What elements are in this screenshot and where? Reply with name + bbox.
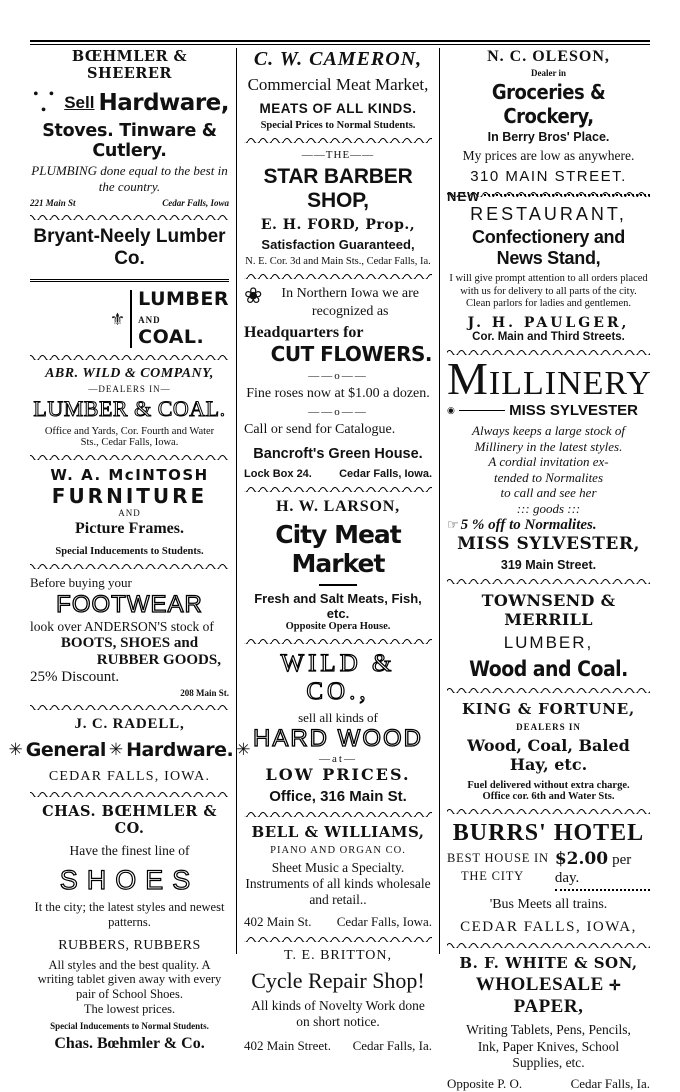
section-divider [244, 809, 432, 818]
section-divider [447, 576, 650, 585]
headquarters-text: Headquarters for [244, 324, 364, 341]
section-divider [30, 212, 229, 221]
body-text-1: Always keeps a large stock of [472, 423, 625, 439]
ad-wa-mcintosh-furniture [30, 466, 229, 557]
fleur-ornament-icon: ⚜ [109, 309, 126, 329]
and-word: AND [118, 508, 141, 519]
furniture-word: FURNITURE [51, 484, 208, 509]
the-label: ——THE—— [301, 149, 375, 161]
lumber-word: LUMBER [138, 288, 229, 311]
city-text: Cedar Falls, Iowa. [339, 468, 432, 480]
small-ornament-icon: ◉ [447, 405, 455, 416]
ad-burrs-hotel [447, 820, 650, 936]
boots-shoes-text: BOOTS, SHOES and [60, 635, 199, 652]
section-divider [244, 135, 432, 144]
sell-hardware-line [30, 87, 229, 119]
ad-headline: STAR BARBER SHOP, [263, 165, 413, 212]
lumber-coal-headline: LUMBER & COAL. [33, 396, 226, 422]
address-text: 319 Main Street. [500, 557, 597, 572]
general-hardware-line [8, 739, 251, 762]
finest-line-text: Have the finest line of [69, 843, 190, 859]
per-day-text: per day. [554, 851, 632, 886]
star-ornament-icon: ✳ [8, 740, 23, 760]
ad-cw-cameron-meat-market [244, 48, 432, 131]
section-divider [30, 789, 229, 798]
ad-townsend-merrill-lumber [447, 591, 650, 681]
ad-headline: W. A. McINTOSH [50, 466, 209, 485]
wood-coal-hay-text: Wood, Coal, Baled Hay, etc. [467, 735, 630, 774]
wood-and-coal-text: Wood and Coal. [469, 656, 628, 681]
berry-bros-text: In Berry Bros' Place. [487, 130, 610, 144]
before-buying-text: Before buying your [30, 575, 132, 591]
address-line-1: Office and Yards, Cor. Fourth and Water [44, 426, 215, 438]
body-text-1: It the city; the latest styles and newest patterns. [34, 900, 225, 929]
body-text-2: All styles and the best quality. A writing tablet given away with every pair of School Shoes. [37, 957, 222, 1002]
ad-headline: N. C. OLESON, [487, 48, 610, 65]
ad-bell-williams-piano [244, 823, 432, 930]
ad-jc-radell-hardware [8, 716, 251, 785]
body-text-2: Ink, Paper Knives, School [477, 1038, 620, 1054]
column-2 [236, 48, 440, 1053]
star-ornament-icon: ✳ [236, 740, 251, 760]
ad-headline: T. E. BRITTON, [284, 948, 392, 964]
ad-chas-boehmler-shoes [30, 803, 229, 1053]
millinery-title [447, 352, 652, 404]
stoves-tinware-line: Stoves. Tinware & Cutlery. [42, 121, 217, 161]
ad-jh-paulger-restaurant [447, 189, 650, 343]
subhead-text: PIANO AND ORGAN CO. [270, 845, 406, 857]
ad-hw-larson-city-meat-market [244, 498, 432, 632]
three-column-layout [8, 48, 652, 1092]
section-divider [244, 484, 432, 493]
page-top-rule [30, 40, 650, 45]
signature-text: J. H. PAULGER, [467, 314, 630, 331]
footwear-word: FOOTWEAR [56, 591, 203, 619]
section-divider [447, 685, 650, 694]
dealer-label: Dealer in [530, 68, 567, 78]
rubbers-text: RUBBERS, RUBBERS [58, 937, 201, 953]
ad-headline: Bryant-Neely Lumber Co. [33, 226, 226, 270]
dealers-in-label: —DEALERS IN— [88, 384, 171, 395]
body-text: I will give prompt attention to all orders placed with us for delivery to all parts of the city. Clean parlors for ladies and gentlemen. [449, 273, 648, 310]
ad-headline: BURRS' HOTEL [452, 819, 645, 846]
sell-all-kinds-text: sell all kinds of [298, 710, 378, 725]
lumber-coal-block [30, 290, 229, 348]
body-text-3: Supplies, etc. [512, 1055, 585, 1071]
office-address-text: Office, 316 Main St. [269, 788, 407, 806]
miss-sylvester-rule-line [447, 402, 650, 419]
star-ornament-icon: ✳ [108, 740, 124, 760]
body-text: Sheet Music a Specialty. Instruments of all kinds wholesale and retail.. [245, 860, 431, 908]
wholesale-paper-title [447, 974, 650, 1018]
section-divider [244, 271, 432, 280]
ad-headline: J. C. RADELL, [74, 716, 185, 733]
plumbing-text: PLUMBING done equal to the best in the country. [31, 163, 228, 194]
body-text-4: tended to Normalites [493, 469, 604, 485]
section-divider [30, 561, 229, 570]
hardware-word: Hardware. [126, 739, 234, 762]
hard-wood-text: HARD WOOD [253, 725, 423, 753]
ad-bryant-neely-lumber [30, 226, 229, 348]
new-word: NEW [447, 189, 481, 204]
divider-ornament: ——o—— [308, 370, 368, 382]
confectionery-text: Confectionery and News Stand, [472, 227, 625, 268]
millinery-rest: ILLINERY [488, 364, 652, 402]
millinery-drop-cap: M [447, 352, 489, 404]
address-text: N. E. Cor. 3d and Main Sts., Cedar Falls, Ia. [245, 256, 431, 267]
divider-ornament: ——o—— [308, 406, 368, 418]
restaurant-word: RESTAURANT, [470, 204, 627, 224]
catalogue-text: Call or send for Catalogue. [244, 422, 396, 437]
body-text-3: The lowest prices. [83, 1001, 176, 1016]
address-text: 221 Main St [30, 198, 76, 209]
ad-headline: BELL & WILLIAMS, [251, 823, 425, 842]
pointing-hand-icon: ☞ [447, 516, 459, 532]
discount-text: 5 % off to Normalites. [460, 516, 597, 533]
opposite-text: Opposite Opera House. [285, 621, 391, 632]
section-divider [244, 636, 432, 645]
cut-flowers-text: CUT FLOWERS. [270, 342, 432, 366]
ad-te-britton-cycle-repair [244, 948, 432, 1054]
body-text-5: to call and see her [500, 485, 597, 501]
body-text-2: Millinery in the latest styles. [474, 438, 623, 454]
bus-text: 'Bus Meets all trains. [489, 896, 608, 912]
ad-king-fortune-fuel [447, 700, 650, 802]
ad-headline: KING & FORTUNE, [461, 699, 636, 718]
body-text-6: ::: goods ::: [516, 501, 581, 517]
roses-text: Fine roses now at $1.00 a dozen. [246, 386, 430, 401]
dealers-in-label: DEALERS IN [516, 721, 581, 732]
fresh-salt-text: Fresh and Salt Meats, Fish, etc. [254, 591, 422, 621]
satisfaction-text: Satisfaction Guaranteed, [261, 237, 415, 252]
ad-bancrofts-green-house [244, 285, 432, 480]
city-text: Cedar Falls, Ia. [352, 1037, 432, 1053]
body-text-3: A cordial invitation ex- [488, 454, 609, 470]
rubber-goods-text: RUBBER GOODS, [96, 652, 221, 669]
general-word: General [25, 739, 106, 762]
special-prices-text: Special Prices to Normal Students. [260, 120, 416, 131]
intro-text-1: In Northern Iowa we are [281, 286, 420, 301]
flower-ornament-icon: ❀ [244, 283, 263, 308]
address-text: 310 MAIN STREET. [470, 168, 627, 185]
and-word: AND [138, 315, 161, 326]
city-text: Cedar Falls, Iowa [162, 198, 229, 209]
look-over-text: look over ANDERSON'S stock of [30, 619, 214, 635]
cross-ornament-icon: ✛ [609, 978, 622, 994]
ad-wild-and-co-hardwood [244, 650, 432, 805]
signature-text: Chas. Bœhmler & Co. [54, 1034, 205, 1052]
ad-bf-white-son-paper [447, 954, 650, 1092]
address-text: Cor. Main and Third Streets. [472, 330, 625, 343]
body-text-1: Writing Tablets, Pens, Pencils, [466, 1021, 631, 1037]
ad-headline: B. F. WHITE & SON, [459, 953, 638, 972]
section-divider [447, 940, 650, 949]
city-text: Cedar Falls, Iowa. [336, 914, 432, 930]
office-address-text: Office cor. 6th and Water Sts. [482, 790, 615, 802]
lock-box-text: Lock Box 24. [244, 468, 312, 480]
ad-headline: H. W. LARSON, [276, 498, 400, 515]
shoes-word: SHOES [59, 865, 200, 896]
at-label: —at— [319, 753, 357, 766]
city-meat-market-title: City Meat Market [275, 520, 401, 578]
miss-sylvester-name: MISS SYLVESTER [509, 402, 638, 420]
coal-word: COAL. [138, 326, 205, 349]
inducements-text: Special Inducements to Students. [55, 546, 204, 558]
inducements-text: Special Inducements to Normal Students. [50, 1020, 209, 1031]
ad-headline: BŒHMLER & SHEERER [71, 48, 188, 82]
body-text: All kinds of Novelty Work done on short notice. [251, 998, 425, 1030]
discount-text: 25% Discount. [30, 669, 120, 686]
city-text: Cedar Falls, Ia. [570, 1076, 650, 1092]
price-text: $2.00 [554, 848, 609, 869]
ad-nc-oleson-groceries [447, 48, 650, 185]
intro-text-2: recognized as [311, 303, 389, 319]
signature-text: MISS SYLVESTER, [457, 533, 640, 554]
green-house-name: Bancroft's Green House. [253, 446, 423, 462]
fuel-delivery-text: Fuel delivered without extra charge. [467, 779, 630, 791]
bullet-dots-icon: • • • [33, 86, 58, 119]
city-text: CEDAR FALLS, IOWA. [48, 769, 211, 785]
address-text: 208 Main St. [180, 688, 229, 699]
section-divider [30, 702, 229, 711]
best-house-line-1: BEST HOUSE IN [447, 850, 549, 865]
low-prices-text: LOW PRICES. [265, 765, 411, 785]
city-text: CEDAR FALLS, IOWA, [460, 918, 637, 935]
ad-headline: C. W. CAMERON, [253, 48, 423, 70]
paper-word: PAPER, [513, 995, 584, 1017]
meats-text: MEATS OF ALL KINDS. [259, 101, 417, 116]
sell-word: Sell [64, 93, 95, 112]
section-divider [30, 352, 229, 361]
best-house-line-2: THE CITY [461, 869, 524, 884]
ad-headline: TOWNSEND & MERRILL [481, 590, 616, 629]
ad-anderson-footwear [30, 575, 229, 698]
groceries-crockery-title: Groceries & Crockery, [491, 80, 606, 128]
advertisement-page [8, 40, 652, 1092]
prices-text: My prices are low as anywhere. [462, 148, 635, 163]
ad-headline: ABR. WILD & COMPANY, [45, 366, 214, 382]
address-line-2: Sts., Cedar Falls, Iowa. [80, 437, 179, 449]
hardware-word: Hardware, [98, 90, 229, 116]
ad-headline: CHAS. BŒHMLER & CO. [42, 803, 217, 838]
picture-frames-text: Picture Frames. [75, 520, 184, 538]
wholesale-word: WHOLESALE [475, 973, 604, 995]
ad-star-barber-shop [244, 149, 432, 267]
ad-boehmler-sheerer [30, 48, 229, 208]
subhead-text: Commercial Meat Market, [247, 75, 429, 94]
ad-headline: WILD & CO., [280, 650, 396, 705]
section-divider [244, 934, 432, 943]
cycle-repair-title: Cycle Repair Shop! [251, 968, 425, 994]
column-3 [440, 48, 652, 1092]
ad-abr-wild-company [30, 366, 229, 448]
column-1 [8, 48, 251, 1052]
section-divider [447, 806, 650, 815]
address-text: 402 Main St. [244, 914, 312, 930]
address-text: 402 Main Street. [244, 1037, 332, 1053]
lumber-word: LUMBER, [503, 632, 594, 652]
section-divider [30, 452, 229, 461]
opposite-text: Opposite P. O. [447, 1076, 523, 1092]
ad-miss-sylvester-millinery [447, 352, 652, 572]
proprietor-text: E. H. FORD, Prop., [260, 217, 416, 233]
